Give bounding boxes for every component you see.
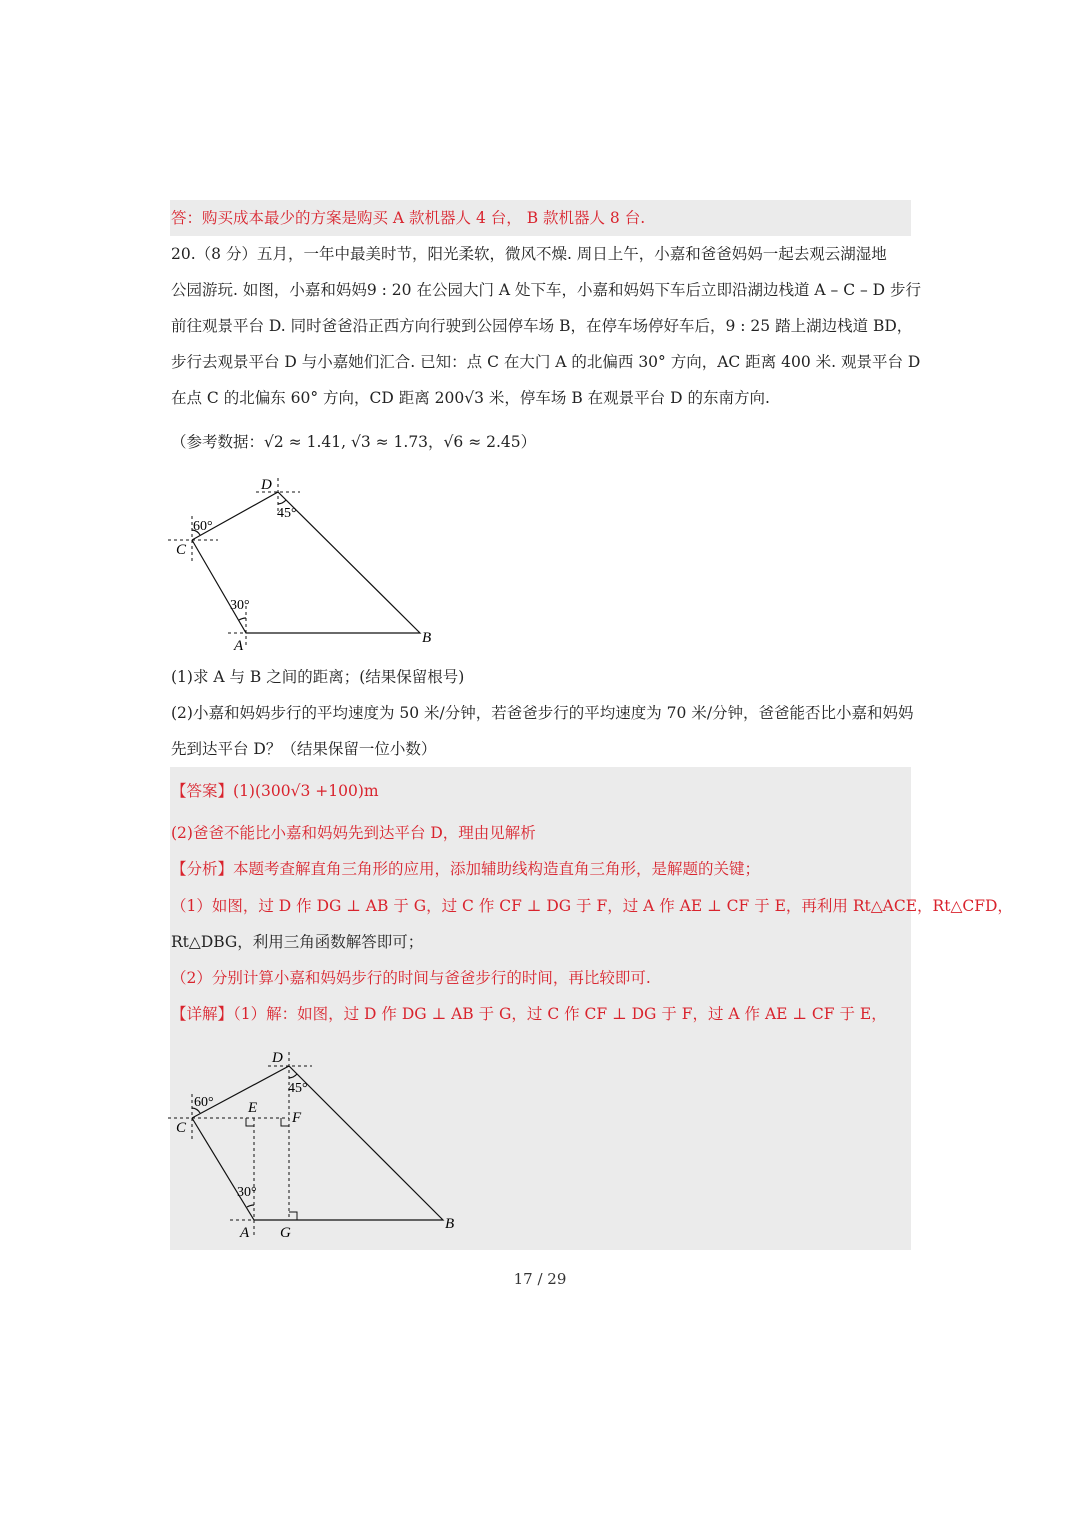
analysis-tag: 【分析】 bbox=[171, 860, 234, 878]
label-a-2: A bbox=[240, 1225, 250, 1240]
answer-part-2: (2)爸爸不能比小嘉和妈妈先到达平台 D，理由见解析 bbox=[171, 824, 536, 842]
detail-text: （1）解：如图，过 D 作 DG ⊥ AB 于 G，过 C 作 CF ⊥ DG 于 F，过 A 作 AE ⊥ CF 于 E， bbox=[233, 1005, 887, 1023]
label-g: G bbox=[280, 1225, 291, 1240]
figure-1 bbox=[160, 468, 460, 658]
analysis-step-2: （2）分别计算小嘉和妈妈步行的时间与爸爸步行的时间，再比较即可. bbox=[171, 969, 651, 987]
answer-tag: 【答案】 bbox=[171, 782, 234, 800]
problem-line-3: 前往观景平台 D. 同时爸爸沿正西方向行驶到公园停车场 B，在停车场停好车后，9 : 25 踏上湖边栈道 BD， bbox=[171, 317, 913, 335]
page-number: 17 / 29 bbox=[513, 1270, 567, 1288]
problem-line-4: 步行去观景平台 D 与小嘉她们汇合. 已知：点 C 在大门 A 的北偏西 30° 方向，AC 距离 400 米. 观景平台 D bbox=[171, 353, 921, 371]
detail-tag: 【详解】 bbox=[171, 1005, 234, 1023]
label-b-2: B bbox=[445, 1216, 455, 1232]
angle-a-2: 30° bbox=[237, 1185, 257, 1200]
label-c: C bbox=[176, 542, 187, 558]
question-2-cont: 先到达平台 D？（结果保留一位小数） bbox=[171, 740, 437, 758]
label-f: F bbox=[292, 1110, 302, 1126]
question-1: (1)求 A 与 B 之间的距离；(结果保留根号) bbox=[171, 668, 465, 686]
figure-2 bbox=[160, 1040, 470, 1240]
analysis-line bbox=[171, 851, 911, 887]
previous-answer: 答：购买成本最少的方案是购买 A 款机器人 4 台， B 款机器人 8 台. bbox=[171, 209, 646, 227]
label-a: A bbox=[234, 638, 244, 654]
angle-d: 45° bbox=[277, 506, 297, 521]
label-d-2: D bbox=[272, 1050, 283, 1066]
angle-a: 30° bbox=[230, 598, 250, 613]
analysis-step-1-cont: Rt△DBG，利用三角函数解答即可； bbox=[171, 933, 424, 951]
analysis-text: 本题考查解直角三角形的应用，添加辅助线构造直角三角形，是解题的关键； bbox=[233, 860, 761, 878]
angle-c-2: 60° bbox=[194, 1095, 214, 1110]
label-e: E bbox=[248, 1100, 258, 1116]
label-d: D bbox=[261, 477, 272, 493]
answer-line bbox=[171, 773, 911, 809]
angle-d-2: 45° bbox=[288, 1081, 308, 1096]
reference-data: （参考数据：√2 ≈ 1.41, √3 ≈ 1.73，√6 ≈ 2.45） bbox=[171, 433, 537, 451]
question-2: (2)小嘉和妈妈步行的平均速度为 50 米/分钟，若爸爸步行的平均速度为 70 米/分钟，爸爸能否比小嘉和妈妈 bbox=[171, 704, 914, 722]
answer-part-1: (1)(300√3 +100)m bbox=[233, 782, 379, 800]
problem-line-1: 20.（8 分）五月，一年中最美时节，阳光柔软，微风不燥. 周日上午，小嘉和爸爸妈妈一起去观云湖湿地 bbox=[171, 245, 887, 263]
angle-c: 60° bbox=[193, 519, 213, 534]
analysis-step-1: （1）如图，过 D 作 DG ⊥ AB 于 G，过 C 作 CF ⊥ DG 于 F，过 A 作 AE ⊥ CF 于 E，再利用 Rt△ACE，Rt△CFD， bbox=[171, 897, 1013, 915]
problem-line-5: 在点 C 的北偏东 60° 方向，CD 距离 200√3 米，停车场 B 在观景平台 D 的东南方向. bbox=[171, 389, 770, 407]
label-c-2: C bbox=[176, 1120, 187, 1136]
label-b: B bbox=[422, 630, 432, 646]
problem-line-2: 公园游玩. 如图，小嘉和妈妈9 : 20 在公园大门 A 处下车，小嘉和妈妈下车后立即沿湖边栈道 A – C – D 步行 bbox=[171, 281, 922, 299]
detail-line bbox=[171, 996, 911, 1032]
